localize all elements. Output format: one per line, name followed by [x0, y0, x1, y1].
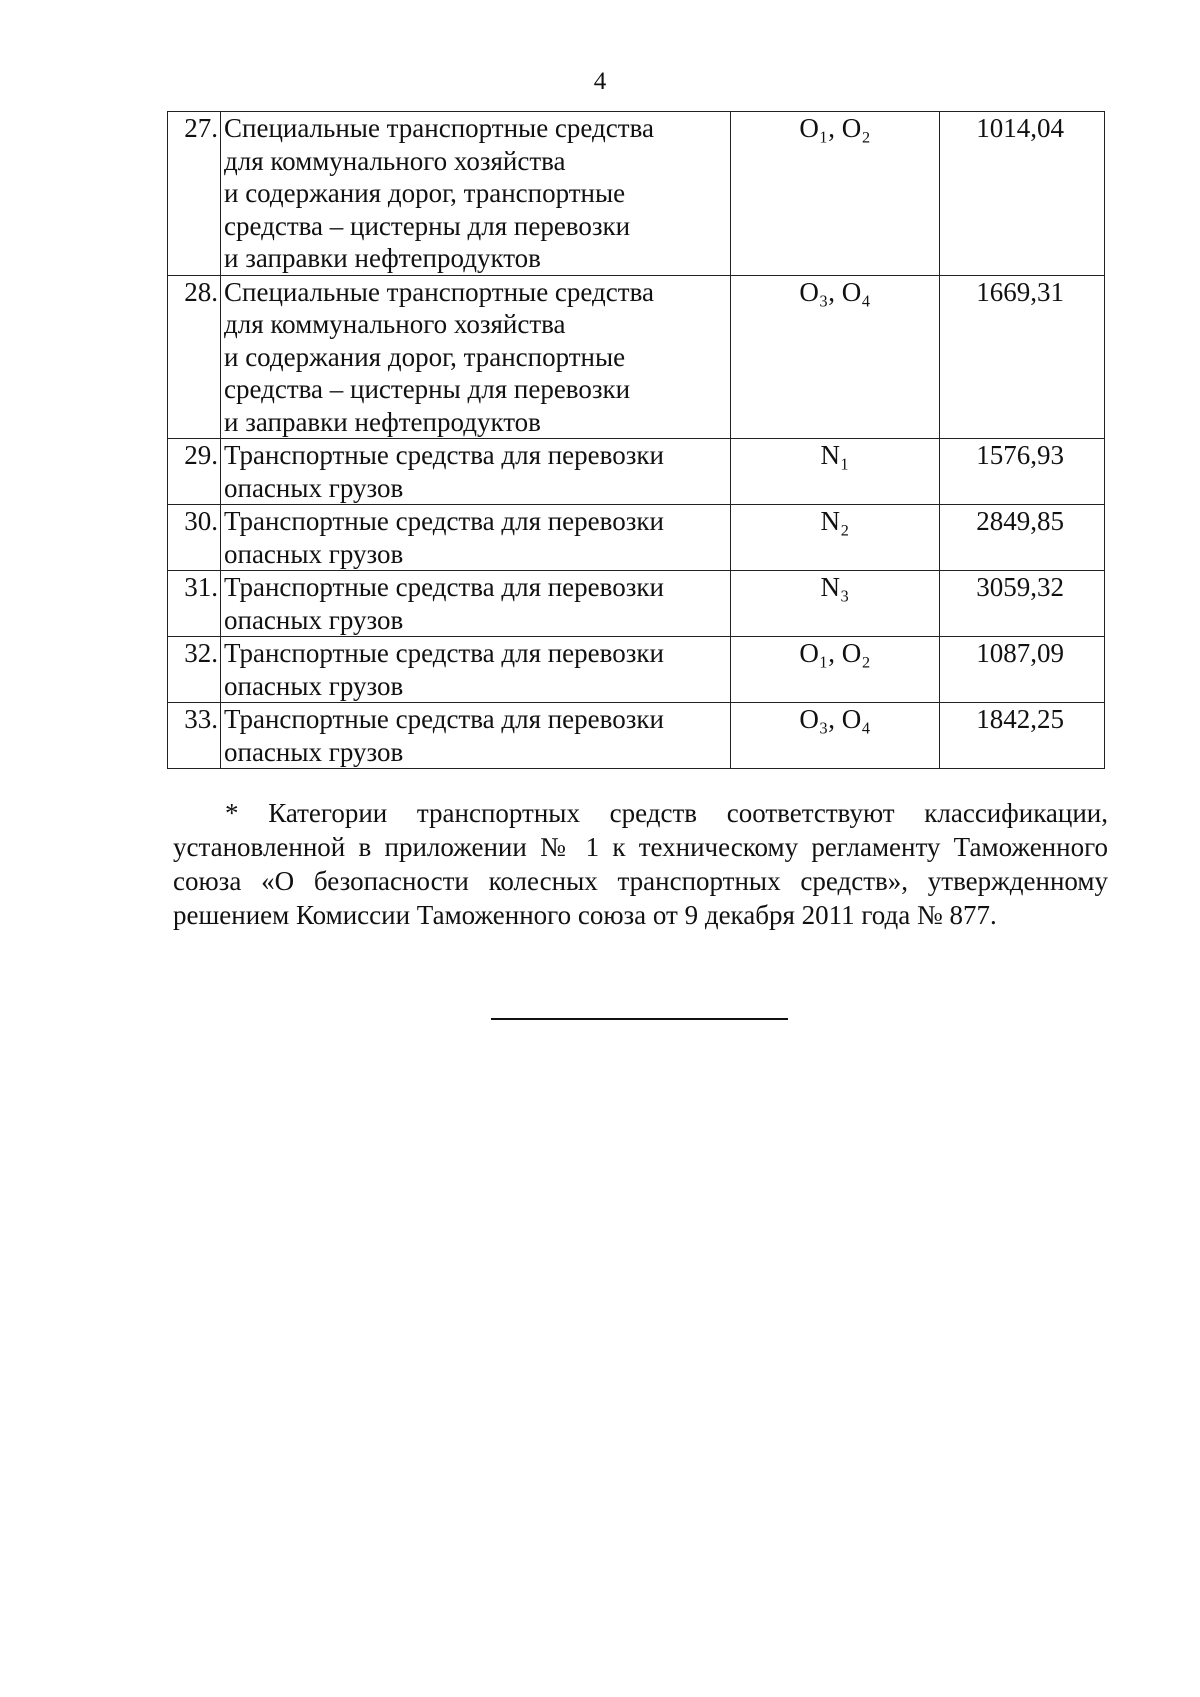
table-row: [168, 439, 1105, 505]
vehicle-description: Транспортные средства для перевозки опасных грузов: [221, 637, 731, 703]
vehicle-description: Транспортные средства для перевозки опасных грузов: [221, 505, 731, 571]
row-number: 29.: [168, 439, 221, 505]
rate-value: 3059,32: [940, 571, 1105, 637]
rate-value: 1576,93: [940, 439, 1105, 505]
vehicle-category: O₃, O₄: [731, 703, 940, 769]
rate-value: 1014,04: [940, 112, 1105, 276]
table-row: [168, 275, 1105, 439]
table-row: [168, 703, 1105, 769]
rate-value: 2849,85: [940, 505, 1105, 571]
vehicle-description: Транспортные средства для перевозки опасных грузов: [221, 571, 731, 637]
vehicle-description: Транспортные средства для перевозки опасных грузов: [221, 439, 731, 505]
vehicle-description: Специальные транспортные средства для коммунального хозяйства и содержания дорог, транспортные средства – цистерны для перевозки и заправки нефтепродуктов: [221, 112, 731, 276]
footnote: * Категории транспортных средств соответствуют классификации, установленной в приложении № 1 к техническому регламенту Таможенного союза «О безопасности колесных транспортных средств», утвержденному решением Комиссии Таможенного союза от 9 декабря 2011 года № 877.: [173, 798, 1108, 930]
vehicle-category: N₃: [731, 571, 940, 637]
vehicle-category: O₃, O₄: [731, 275, 940, 439]
closing-divider: [491, 1018, 788, 1020]
tariff-table: [167, 111, 1105, 769]
table-row: [168, 637, 1105, 703]
vehicle-category: O₁, O₂: [731, 112, 940, 276]
table-row: [168, 112, 1105, 276]
vehicle-category: O₁, O₂: [731, 637, 940, 703]
table-row: [168, 571, 1105, 637]
vehicle-category: N₂: [731, 505, 940, 571]
rate-value: 1087,09: [940, 637, 1105, 703]
row-number: 31.: [168, 571, 221, 637]
row-number: 27.: [168, 112, 221, 276]
rate-value: 1842,25: [940, 703, 1105, 769]
rate-value: 1669,31: [940, 275, 1105, 439]
table-row: [168, 505, 1105, 571]
page-number: 4: [593, 68, 607, 95]
row-number: 33.: [168, 703, 221, 769]
row-number: 30.: [168, 505, 221, 571]
vehicle-description: Специальные транспортные средства для коммунального хозяйства и содержания дорог, транспортные средства – цистерны для перевозки и заправки нефтепродуктов: [221, 275, 731, 439]
row-number: 28.: [168, 275, 221, 439]
vehicle-description: Транспортные средства для перевозки опасных грузов: [221, 703, 731, 769]
row-number: 32.: [168, 637, 221, 703]
vehicle-category: N₁: [731, 439, 940, 505]
